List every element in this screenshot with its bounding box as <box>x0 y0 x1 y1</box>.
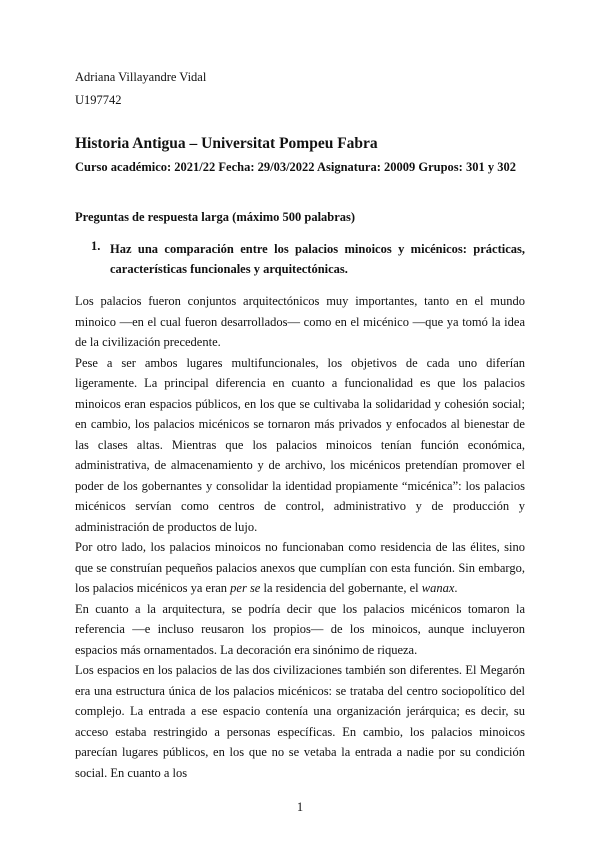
paragraph: En cuanto a la arquitectura, se podría decir que los palacios micénicos tomaron la referencia —e incluso reusaron los propios— de los minoicos, aunque incluyeron espacios más ornamentados. La decoración era sinónimo de riqueza. <box>75 601 525 657</box>
question-text: Haz una comparación entre los palacios minoicos y micénicos: prácticas, características funcionales y arquitectónicas. <box>110 242 525 276</box>
answer-body <box>75 291 525 783</box>
section-heading: Preguntas de respuesta larga (máximo 500 palabras) <box>75 210 356 224</box>
page-number: 1 <box>296 800 304 814</box>
document-title: Historia Antigua – Universitat Pompeu Fabra <box>75 135 378 152</box>
author-name: Adriana Villayandre Vidal <box>75 70 207 84</box>
question-number: 1. <box>91 239 101 253</box>
emphasis-wanax: wanax <box>421 581 455 595</box>
paragraph: Por otro lado, los palacios minoicos no funcionaban como residencia de las élites, sino que se construían pequeños palacios anexos que cumplían con esta función. Sin embargo, los palacios micénicos ya eran per se la residencia del gobernante, el wanax. <box>75 540 525 595</box>
paragraph: Los espacios en los palacios de las dos civilizaciones también son diferentes. El Megarón era una estructura única de los palacios micénicos: se trataba del centro sociopolítico del complejo. La entrada a ese espacio contenía una organización jerárquica; es decir, su acceso estaba restringido a personas específicas. En cambio, los palacios minoicos parecían lugares públicos, en los que no se vetaba la entrada a nadie por su condición social. En cuanto a los <box>75 663 525 780</box>
emphasis-per-se: per se <box>230 581 261 595</box>
paragraph: Pese a ser ambos lugares multifuncionales, los objetivos de cada uno diferían ligeramente. La principal diferencia en cuanto a funcionalidad es que los palacios minoicos eran espacios públicos, en los que se cultivaba la solidaridad y cohesión social; en cambio, los palacios micénicos se tornaron más privados y enfocados al bienestar de las clases altas. Mientras que los palacios minoicos tenían función económica, administrativa, de almacenamiento y de archivo, los micénicos pretendían promover el poder de los gobernantes y consolidar la identidad propiamente “micénica”: los palacios micénicos servían como centros de control, administrativo y de producción y administración de productos de lujo. <box>75 355 525 534</box>
student-id: U197742 <box>75 93 122 107</box>
course-meta: Curso académico: 2021/22 Fecha: 29/03/2022 Asignatura: 20009 Grupos: 301 y 302 <box>75 160 516 174</box>
paragraph: Los palacios fueron conjuntos arquitectónicos muy importantes, tanto en el mundo minoico —en el cual fueron desarrollados— como en el micénico —que ya tomó la idea de la civilización precedente. <box>75 294 525 349</box>
